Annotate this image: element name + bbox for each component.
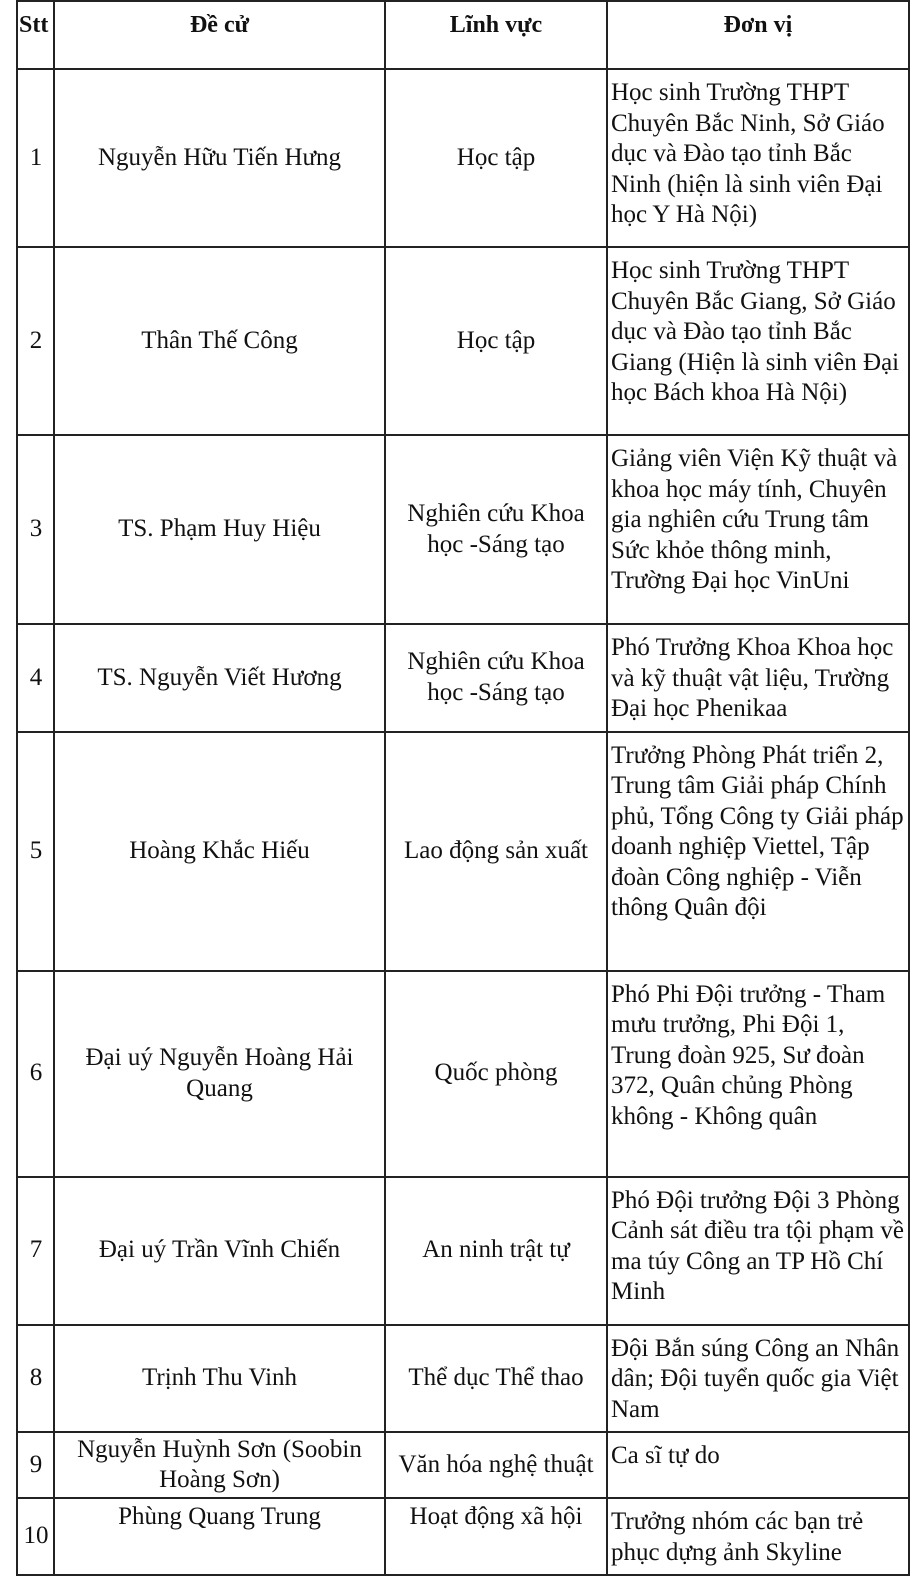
nominee-table xyxy=(16,0,910,1576)
table-row xyxy=(17,1177,909,1325)
row-field: Quốc phòng xyxy=(385,971,607,1177)
row-field: Văn hóa nghệ thuật xyxy=(385,1432,607,1498)
row-unit: Trưởng Phòng Phát triển 2, Trung tâm Giải pháp Chính phủ, Tổng Công ty Giải pháp doanh nghiệp Viettel, Tập đoàn Công nghiệp - Viễn thông Quân đội xyxy=(607,732,909,971)
row-stt: 1 xyxy=(17,69,54,247)
row-nominee: Nguyễn Hữu Tiến Hưng xyxy=(54,69,385,247)
row-nominee: TS. Nguyễn Viết Hương xyxy=(54,624,385,732)
table-row xyxy=(17,247,909,435)
table-row xyxy=(17,69,909,247)
row-unit: Phó Phi Đội trưởng - Tham mưu trưởng, Phi Đội 1, Trung đoàn 925, Sư đoàn 372, Quân chủng Phòng không - Không quân xyxy=(607,971,909,1177)
table-row xyxy=(17,1432,909,1498)
row-unit: Phó Đội trưởng Đội 3 Phòng Cảnh sát điều tra tội phạm về ma túy Công an TP Hồ Chí Minh xyxy=(607,1177,909,1325)
row-nominee: Phùng Quang Trung xyxy=(54,1498,385,1575)
table-row xyxy=(17,624,909,732)
header-nominee: Đề cử xyxy=(54,1,385,69)
row-unit: Học sinh Trường THPT Chuyên Bắc Ninh, Sở Giáo dục và Đào tạo tỉnh Bắc Ninh (hiện là sinh viên Đại học Y Hà Nội) xyxy=(607,69,909,247)
row-nominee: TS. Phạm Huy Hiệu xyxy=(54,435,385,624)
row-nominee: Nguyễn Huỳnh Sơn (Soobin Hoàng Sơn) xyxy=(54,1432,385,1498)
row-field: Lao động sản xuất xyxy=(385,732,607,971)
row-stt: 6 xyxy=(17,971,54,1177)
row-unit: Ca sĩ tự do xyxy=(607,1432,909,1498)
table-row xyxy=(17,1325,909,1433)
header-field: Lĩnh vực xyxy=(385,1,607,69)
row-unit: Giảng viên Viện Kỹ thuật và khoa học máy tính, Chuyên gia nghiên cứu Trung tâm Sức khỏe thông minh, Trường Đại học VinUni xyxy=(607,435,909,624)
table-row xyxy=(17,1498,909,1575)
nominee-table-container xyxy=(16,0,908,1576)
row-field: Nghiên cứu Khoa học -Sáng tạo xyxy=(385,624,607,732)
row-stt: 7 xyxy=(17,1177,54,1325)
row-field: Thể dục Thể thao xyxy=(385,1325,607,1433)
row-nominee: Hoàng Khắc Hiếu xyxy=(54,732,385,971)
table-row xyxy=(17,435,909,624)
row-unit: Đội Bắn súng Công an Nhân dân; Đội tuyển quốc gia Việt Nam xyxy=(607,1325,909,1433)
row-nominee: Đại uý Trần Vĩnh Chiến xyxy=(54,1177,385,1325)
row-stt: 10 xyxy=(17,1498,54,1575)
row-field: Học tập xyxy=(385,247,607,435)
row-nominee: Trịnh Thu Vinh xyxy=(54,1325,385,1433)
row-field: Học tập xyxy=(385,69,607,247)
row-field: An ninh trật tự xyxy=(385,1177,607,1325)
row-nominee: Đại uý Nguyễn Hoàng Hải Quang xyxy=(54,971,385,1177)
row-stt: 8 xyxy=(17,1325,54,1433)
header-stt: Stt xyxy=(17,1,54,69)
row-stt: 2 xyxy=(17,247,54,435)
table-row xyxy=(17,971,909,1177)
header-unit: Đơn vị xyxy=(607,1,909,69)
row-unit: Học sinh Trường THPT Chuyên Bắc Giang, Sở Giáo dục và Đào tạo tỉnh Bắc Giang (Hiện là sinh viên Đại học Bách khoa Hà Nội) xyxy=(607,247,909,435)
row-unit: Trưởng nhóm các bạn trẻ phục dựng ảnh Skyline xyxy=(607,1498,909,1575)
table-row xyxy=(17,732,909,971)
table-header-row xyxy=(17,1,909,69)
row-stt: 9 xyxy=(17,1432,54,1498)
row-stt: 4 xyxy=(17,624,54,732)
row-field: Hoạt động xã hội xyxy=(385,1498,607,1575)
row-field: Nghiên cứu Khoa học -Sáng tạo xyxy=(385,435,607,624)
row-unit: Phó Trưởng Khoa Khoa học và kỹ thuật vật liệu, Trường Đại học Phenikaa xyxy=(607,624,909,732)
row-stt: 3 xyxy=(17,435,54,624)
row-nominee: Thân Thế Công xyxy=(54,247,385,435)
row-stt: 5 xyxy=(17,732,54,971)
